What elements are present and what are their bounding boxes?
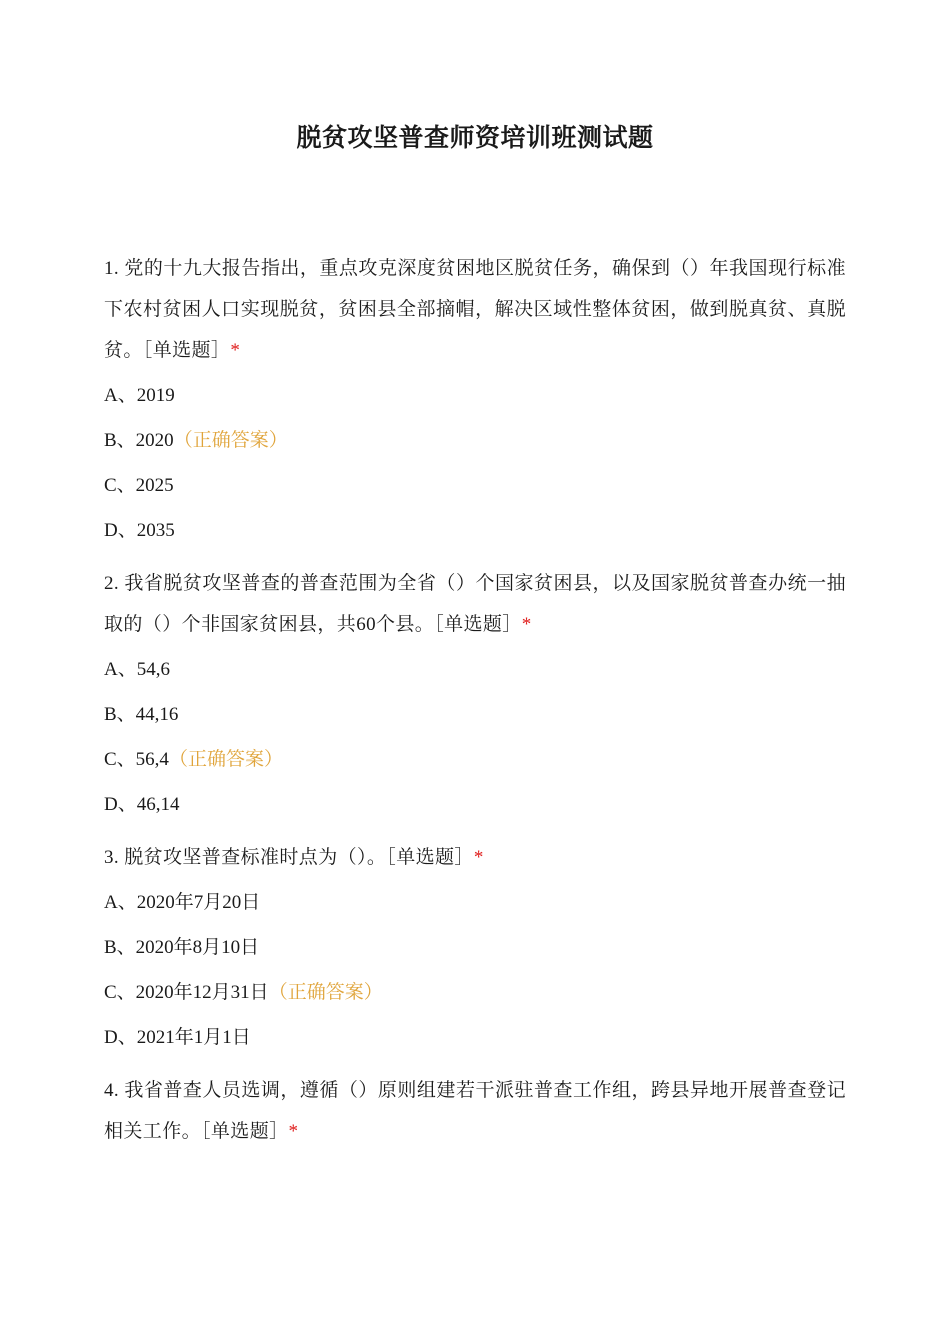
option-item	[104, 935, 846, 980]
option-item	[104, 428, 846, 473]
option-label: B、2020	[104, 430, 174, 451]
option-item	[104, 1025, 846, 1070]
required-mark: *	[473, 847, 484, 868]
option-item	[104, 518, 846, 563]
option-label: A、54,6	[104, 659, 170, 680]
question-body: 我省普查人员选调，遵循（）原则组建若干派驻普查工作组，跨县异地开展普查登记相关工作。［单选题］	[104, 1080, 846, 1142]
correct-answer-tag: （正确答案）	[173, 430, 288, 451]
correct-answer-tag: （正确答案）	[168, 749, 283, 770]
option-item	[104, 657, 846, 702]
question-text	[104, 248, 846, 371]
correct-answer-tag: （正确答案）	[268, 982, 383, 1003]
option-item	[104, 702, 846, 747]
option-label: B、2020年8月10日	[104, 937, 260, 958]
question-number: 4.	[104, 1080, 125, 1101]
question-text	[104, 1070, 846, 1152]
question-body: 脱贫攻坚普查标准时点为（）。［单选题］	[124, 847, 474, 868]
required-mark: *	[521, 614, 532, 635]
page-title: 脱贫攻坚普查师资培训班测试题	[296, 123, 654, 152]
question-1	[104, 248, 846, 563]
question-2	[104, 563, 846, 837]
question-text	[104, 563, 846, 645]
required-mark: *	[288, 1121, 299, 1142]
option-label: C、56,4	[104, 749, 169, 770]
option-label: C、2025	[104, 475, 174, 496]
question-4	[104, 1070, 846, 1152]
option-item	[104, 747, 846, 792]
question-number: 3.	[104, 847, 125, 868]
option-item	[104, 473, 846, 518]
option-label: D、2021年1月1日	[104, 1027, 251, 1048]
question-number: 1.	[104, 258, 125, 279]
option-item	[104, 792, 846, 837]
option-label: C、2020年12月31日	[104, 982, 269, 1003]
question-number: 2.	[104, 573, 125, 594]
option-item	[104, 890, 846, 935]
question-3	[104, 837, 846, 1070]
option-item	[104, 383, 846, 428]
question-body: 党的十九大报告指出，重点攻克深度贫困地区脱贫任务，确保到（）年我国现行标准下农村贫困人口实现脱贫，贫困县全部摘帽，解决区域性整体贫困，做到脱真贫、真脱贫。［单选题］	[104, 258, 846, 361]
question-text	[104, 837, 846, 878]
option-label: D、2035	[104, 520, 175, 541]
option-label: B、44,16	[104, 704, 179, 725]
required-mark: *	[230, 340, 241, 361]
option-label: A、2020年7月20日	[104, 892, 261, 913]
question-body: 我省脱贫攻坚普查的普查范围为全省（）个国家贫困县，以及国家脱贫普查办统一抽取的（）个非国家贫困县，共60个县。［单选题］	[104, 573, 846, 635]
question-list	[104, 248, 846, 1152]
option-label: D、46,14	[104, 794, 180, 815]
option-label: A、2019	[104, 385, 175, 406]
option-item	[104, 980, 846, 1025]
